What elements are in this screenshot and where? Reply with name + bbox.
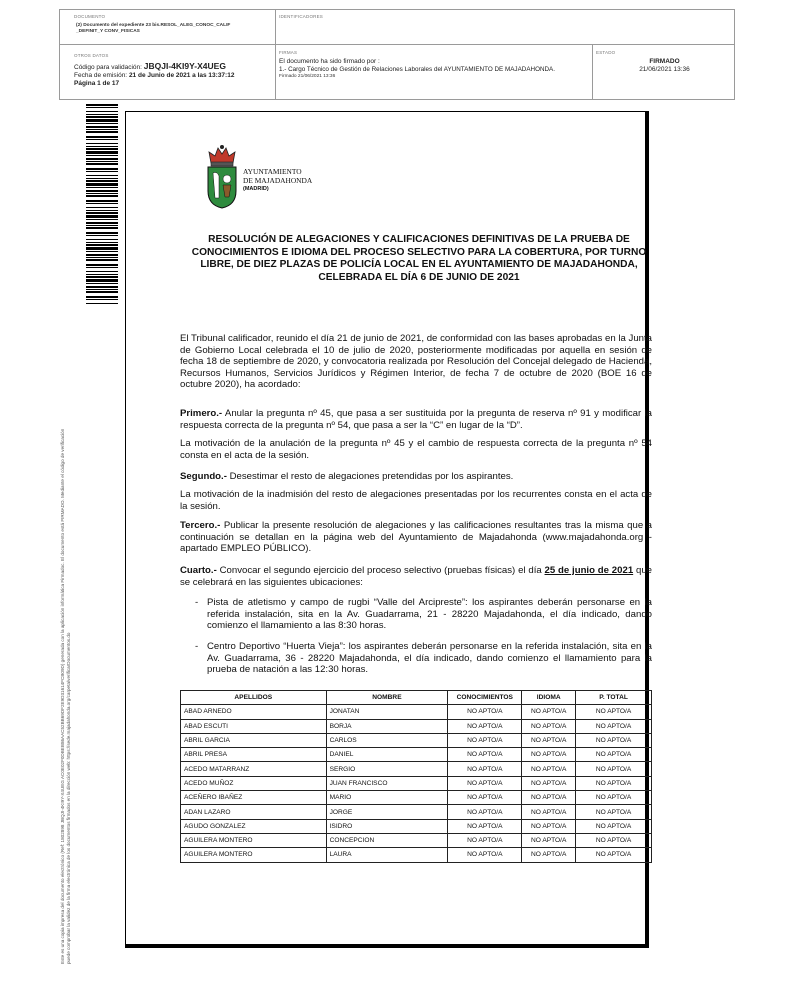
cell-p-total: NO APTO/A (576, 833, 652, 847)
coat-of-arms-icon (205, 143, 239, 209)
bullet1-text: Pista de atletismo y campo de rugbi “Valle del Arcipreste”: los aspirantes deberán personarse en la referida instalación, sita en la Av. Guadarrama, 21 - 28220 Majadahonda, el día indicado, dando comienzo el llamamiento a las 8:30 horas. (207, 597, 652, 632)
cell-nombre: SERGIO (326, 762, 448, 776)
cell-p-total: NO APTO/A (576, 733, 652, 747)
cell-conocimientos: NO APTO/A (448, 719, 522, 733)
identificadores-label: IDENTIFICADORES (279, 14, 324, 19)
cell-conocimientos: NO APTO/A (448, 748, 522, 762)
header-estado-box (592, 44, 735, 100)
resolution-title: RESOLUCIÓN DE ALEGACIONES Y CALIFICACIONES DEFINITIVAS DE LA PRUEBA DE CONOCIMIENTOS E IDIOMA DEL PROCESO SELECTIVO PARA LA COBERTURA, POR TURNO LIBRE, DE DIEZ PLAZAS DE POLICÍA LOCAL EN EL AYUNTAMIENTO DE MAJADAHONDA, CELEBRADA EL DÍA 6 DE JUNIO DE 2021 (191, 234, 647, 283)
header-idioma: IDIOMA (522, 691, 576, 705)
cuarto-date: 25 de junio de 2021 (544, 565, 634, 576)
table-row (181, 762, 652, 776)
tercero-paragraph (180, 520, 652, 555)
cell-p-total: NO APTO/A (576, 776, 652, 790)
cell-conocimientos: NO APTO/A (448, 733, 522, 747)
logo-line2: DE MAJADAHONDA (243, 176, 313, 185)
cell-apellidos: ABAD ARNEDO (181, 705, 327, 719)
cell-nombre: MARIO (326, 791, 448, 805)
cell-conocimientos: NO APTO/A (448, 762, 522, 776)
logo-line1: AYUNTAMIENTO (243, 167, 302, 176)
cell-apellidos: AGUILERA MONTERO (181, 833, 327, 847)
cuarto-text2: que se celebrará en las siguientes ubicaciones: (180, 565, 652, 588)
table-row (181, 819, 652, 833)
header-firmas-box (275, 44, 593, 100)
cell-idioma: NO APTO/A (522, 733, 576, 747)
cell-idioma: NO APTO/A (522, 748, 576, 762)
cuarto-paragraph (180, 565, 652, 588)
firmado-fecha: Firmado 21/06/2021 13:36 (279, 74, 336, 79)
cell-idioma: NO APTO/A (522, 848, 576, 862)
header-identificadores-box (275, 9, 735, 45)
primero-label: Primero.- (180, 408, 223, 419)
cuarto-label: Cuarto.- (180, 565, 217, 576)
cell-nombre: CARLOS (326, 733, 448, 747)
estado-fecha: 21/06/2021 13:36 (639, 66, 690, 73)
bullet2-text: Centro Deportivo “Huerta Vieja”: los aspirantes deberán personarse en la referida instalación, sita en la Av. Guadarrama, 36 - 28220 Majadahonda, el día indicado, dando comienzo el llamamiento para la prueba de natación a las 12:30 horas. (207, 641, 652, 676)
codigo-prefix: Código para validación: (74, 64, 142, 71)
table-row (181, 748, 652, 762)
cell-p-total: NO APTO/A (576, 819, 652, 833)
pagina: Página 1 de 17 (74, 80, 120, 87)
cell-apellidos: ADAN LAZARO (181, 805, 327, 819)
cell-p-total: NO APTO/A (576, 719, 652, 733)
header-otros-datos-box (59, 44, 276, 100)
cell-p-total: NO APTO/A (576, 748, 652, 762)
logo-line3: (MADRID) (243, 186, 269, 192)
header-apellidos: APELLIDOS (181, 691, 327, 705)
cell-p-total: NO APTO/A (576, 848, 652, 862)
table-row (181, 833, 652, 847)
table-row (181, 791, 652, 805)
cell-apellidos: ABRIL GARCIA (181, 733, 327, 747)
cell-apellidos: ACEDO MATARRANZ (181, 762, 327, 776)
cell-nombre: JONATAN (326, 705, 448, 719)
table-row (181, 848, 652, 862)
table-row (181, 776, 652, 790)
bullet-dash: - (195, 597, 199, 608)
cell-conocimientos: NO APTO/A (448, 776, 522, 790)
cell-nombre: ISIDRO (326, 819, 448, 833)
cell-idioma: NO APTO/A (522, 776, 576, 790)
header-nombre: NOMBRE (326, 691, 448, 705)
cell-conocimientos: NO APTO/A (448, 848, 522, 862)
side-text-line2: puede comprobar la validez de la firma electrónica de los documentos firmados en la dirección web: https://sede.majadahonda.org/carpeta/verificarDocumentos.do (66, 632, 71, 964)
cell-conocimientos: NO APTO/A (448, 819, 522, 833)
table-row (181, 805, 652, 819)
cuarto-text1: Convocar el segundo ejercicio del proceso selectivo (pruebas físicas) el día (216, 565, 545, 576)
cell-idioma: NO APTO/A (522, 719, 576, 733)
cell-p-total: NO APTO/A (576, 805, 652, 819)
cell-conocimientos: NO APTO/A (448, 833, 522, 847)
documento-line2: _DEFINIT_Y CONV_FISICAS (76, 29, 140, 34)
cell-nombre: CONCEPCION (326, 833, 448, 847)
cell-conocimientos: NO APTO/A (448, 705, 522, 719)
header-documento-box (59, 9, 276, 45)
side-text-line1: Este es una copia impresa del documento electrónico (Ref: 1802898 JBQJI-4KI9Y-X4UEG AC0E02F0DBEB86AAC52BB69DF2E9D31614FCB09D) generada con la aplicación informática Firmadoc. El documento está FIRMADO. Mediante el código de verificación (60, 428, 65, 964)
cell-nombre: JUAN FRANCISCO (326, 776, 448, 790)
bullet-huerta-vieja (195, 641, 652, 676)
bullet-dash: - (195, 641, 199, 652)
estado-label: ESTADO (596, 50, 616, 55)
estado-value: FIRMADO (649, 58, 680, 65)
cell-nombre: JORGE (326, 805, 448, 819)
otros-datos-label: OTROS DATOS (74, 53, 109, 58)
motivacion1-paragraph: La motivación de la anulación de la pregunta nº 45 y el cambio de respuesta correcta de la pregunta nº 54 consta en el acta de la sesión. (180, 438, 652, 461)
cell-idioma: NO APTO/A (522, 805, 576, 819)
results-table (180, 690, 652, 863)
cell-idioma: NO APTO/A (522, 819, 576, 833)
segundo-paragraph (180, 471, 652, 483)
motivacion2-paragraph: La motivación de la inadmisión del resto de alegaciones presentadas por los recurrentes consta en el acta de la sesión. (180, 489, 652, 512)
fecha-emision (74, 72, 234, 80)
fecha-emision-prefix: Fecha de emisión: (74, 72, 128, 79)
cell-apellidos: ABRIL PRESA (181, 748, 327, 762)
cell-apellidos: AGUDO GONZALEZ (181, 819, 327, 833)
firmado-por: El documento ha sido firmado por : (279, 58, 380, 65)
header-p-total: P. TOTAL (576, 691, 652, 705)
cell-conocimientos: NO APTO/A (448, 791, 522, 805)
table-row (181, 705, 652, 719)
firmas-label: FIRMAS (279, 50, 298, 55)
table-row (181, 733, 652, 747)
cell-apellidos: ABAD ESCUTI (181, 719, 327, 733)
firmante: 1.- Cargo Técnico de Gestión de Relaciones Laborales del AYUNTAMIENTO DE MAJADAHONDA. (279, 66, 556, 73)
cell-nombre: LAURA (326, 848, 448, 862)
tercero-text: Publicar la presente resolución de alegaciones y las calificaciones resultantes tras la misma que a continuación se detallan en la página web del Ayuntamiento de Majadahonda (www.majadahonda.org - apartado EMPLEO PÚBLICO). (180, 520, 652, 555)
cell-apellidos: ACEÑERO IBAÑEZ (181, 791, 327, 805)
cell-p-total: NO APTO/A (576, 791, 652, 805)
cell-conocimientos: NO APTO/A (448, 805, 522, 819)
cell-idioma: NO APTO/A (522, 791, 576, 805)
cell-nombre: DANIEL (326, 748, 448, 762)
barcode (86, 104, 118, 304)
cell-idioma: NO APTO/A (522, 705, 576, 719)
cell-p-total: NO APTO/A (576, 762, 652, 776)
primero-text: Anular la pregunta nº 45, que pasa a ser sustituida por la pregunta de reserva nº 91 y modificar la respuesta correcta de la pregunta nº 54, que pasa a ser la “C” en lugar de la “D”. (180, 408, 652, 431)
documento-line1: (2) Documento del expediente 23 bis.RESOL_ALEG_CONOC_CALIF (76, 23, 231, 28)
fecha-emision-value: 21 de Junio de 2021 a las 13:37:12 (128, 72, 235, 79)
primero-paragraph (180, 408, 652, 431)
table-header-row (181, 691, 652, 705)
codigo-value: JBQJI-4KI9Y-X4UEG (143, 61, 226, 71)
cell-idioma: NO APTO/A (522, 762, 576, 776)
header-conocimientos: CONOCIMIENTOS (448, 691, 522, 705)
tercero-label: Tercero.- (180, 520, 221, 531)
cell-apellidos: AGUILERA MONTERO (181, 848, 327, 862)
side-validation-text (60, 274, 72, 964)
segundo-text: Desestimar el resto de alegaciones pretendidas por los aspirantes. (226, 471, 514, 482)
documento-label: DOCUMENTO (74, 14, 106, 19)
codigo-validacion (74, 62, 226, 72)
table-row (181, 719, 652, 733)
cell-idioma: NO APTO/A (522, 833, 576, 847)
cell-p-total: NO APTO/A (576, 705, 652, 719)
segundo-label: Segundo.- (180, 471, 227, 482)
cell-apellidos: ACEDO MUÑOZ (181, 776, 327, 790)
bullet-valle-arcipreste (195, 597, 652, 632)
cell-nombre: BORJA (326, 719, 448, 733)
intro-paragraph: El Tribunal calificador, reunido el día 21 de junio de 2021, de conformidad con las bases aprobadas en la Junta de Gobierno Local celebrada el 10 de julio de 2020, posteriormente modificadas por aquella en sesión de fecha 18 de septiembre de 2020, y convocatoria realizada por Resolución del Concejal delegado de Hacienda, Recursos Humanos, Servicios Jurídicos y Régimen Interior, de fecha 7 de octubre de 2020 (BOE 16 de octubre 2020), ha acordado: (180, 333, 652, 391)
logo-text (243, 167, 312, 194)
